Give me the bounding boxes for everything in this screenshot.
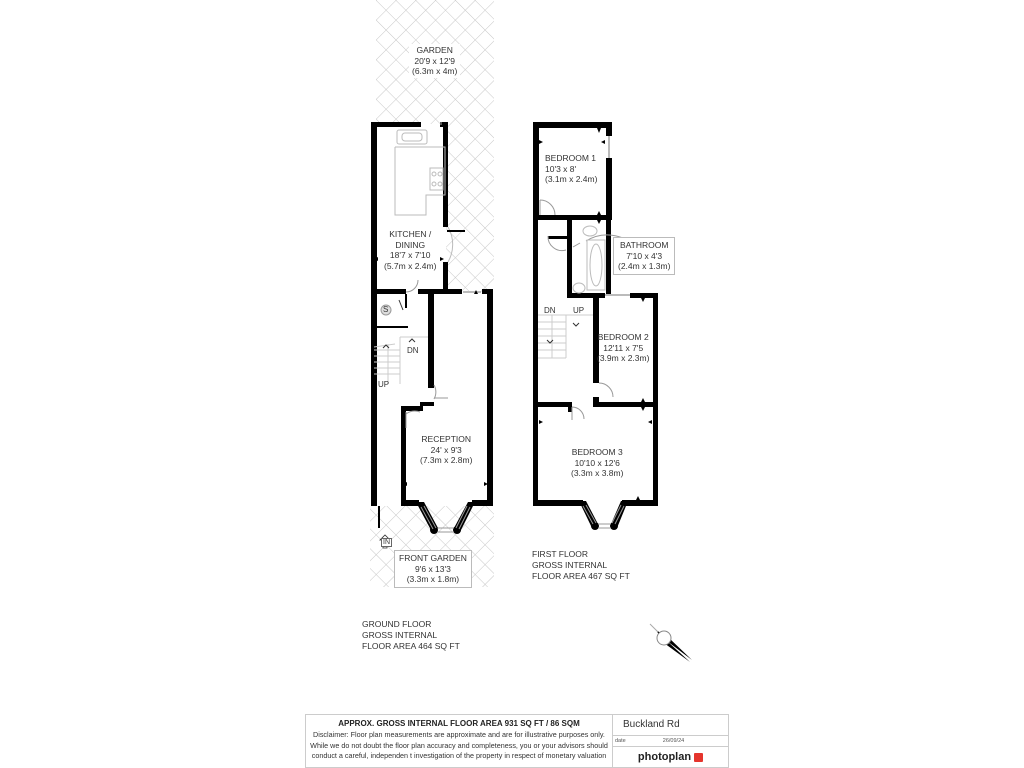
brand-logo bbox=[613, 747, 728, 767]
room-dims-metric: (6.3m x 4m) bbox=[412, 66, 458, 76]
room-label-bedroom-1 bbox=[545, 153, 597, 185]
first-floor-summary bbox=[532, 549, 630, 582]
stairs-down-label-first: DN bbox=[544, 306, 556, 315]
ground-floor-plan bbox=[370, 0, 494, 587]
room-name: BEDROOM 2 bbox=[597, 332, 649, 342]
room-name: RECEPTION bbox=[421, 434, 472, 444]
summary-line: GROUND FLOOR bbox=[362, 619, 432, 629]
date-label: date bbox=[615, 738, 626, 744]
date-value: 26/09/24 bbox=[662, 738, 685, 744]
room-dims-imperial: 18'7 x 7'10 bbox=[389, 250, 431, 260]
stairs-up-label-first: UP bbox=[573, 306, 585, 315]
room-name: BEDROOM 1 bbox=[545, 153, 597, 163]
north-compass-icon bbox=[650, 624, 692, 662]
room-name-line1: KITCHEN / bbox=[389, 229, 432, 239]
footer-info-box bbox=[305, 714, 729, 768]
room-dims-imperial: 20'9 x 12'9 bbox=[414, 55, 455, 66]
room-dims-metric: (2.4m x 1.3m) bbox=[618, 261, 671, 271]
footer-disclaimer-panel bbox=[306, 715, 613, 767]
room-name: BATHROOM bbox=[619, 240, 669, 250]
summary-line: GROSS INTERNAL bbox=[532, 560, 608, 570]
first-floor-stairs bbox=[538, 315, 593, 358]
brand-name: photoplan bbox=[637, 751, 692, 763]
room-dims-imperial: 10'3 x 8' bbox=[545, 163, 577, 174]
room-dims-metric: (3.1m x 2.4m) bbox=[545, 174, 598, 184]
room-dims-metric: (7.3m x 2.8m) bbox=[420, 455, 473, 465]
room-dims-imperial: 9'6 x 13'3 bbox=[415, 563, 451, 574]
room-dims-metric: (3.3m x 3.8m) bbox=[571, 468, 624, 478]
bathroom-fixtures bbox=[573, 226, 605, 293]
room-dims-metric: (3.3m x 1.8m) bbox=[406, 574, 460, 584]
room-dims-metric: (5.7m x 2.4m) bbox=[384, 260, 437, 271]
room-label-bedroom-2 bbox=[597, 332, 649, 364]
summary-line: FIRST FLOOR bbox=[532, 549, 589, 559]
room-dims-imperial: 12'11 x 7'5 bbox=[603, 342, 644, 353]
room-label-kitchen-dining bbox=[384, 229, 436, 271]
stairs-down-label: DN bbox=[407, 346, 419, 355]
store-label: S bbox=[383, 305, 389, 314]
disclaimer-line: While we do not doubt the floor plan accuracy and completeness, you or your advisors should bbox=[310, 740, 608, 750]
room-name: BEDROOM 3 bbox=[571, 447, 623, 457]
room-label-bedroom-3 bbox=[571, 447, 623, 479]
summary-line: GROSS INTERNAL bbox=[362, 630, 438, 640]
room-label-garden bbox=[409, 44, 460, 78]
stairs-up-label: UP bbox=[378, 380, 390, 389]
date-row bbox=[613, 736, 728, 747]
summary-line: FLOOR AREA 464 SQ FT bbox=[362, 641, 460, 651]
room-label-front-garden bbox=[394, 550, 472, 588]
disclaimer-line: Disclaimer: Floor plan measurements are approximate and are for illustrative purposes only. bbox=[313, 730, 605, 739]
footer-meta-panel bbox=[613, 715, 728, 767]
room-label-bathroom bbox=[613, 237, 675, 275]
room-label-reception bbox=[420, 434, 472, 466]
total-floor-area: APPROX. GROSS INTERNAL FLOOR AREA 931 SQ FT / 86 SQM bbox=[338, 719, 580, 728]
room-name: GARDEN bbox=[416, 45, 453, 55]
disclaimer-text bbox=[306, 728, 612, 762]
property-address: Buckland Rd bbox=[613, 715, 728, 736]
room-dims-imperial: 24' x 9'3 bbox=[430, 444, 462, 455]
photoplan-logo-icon bbox=[694, 753, 703, 762]
summary-line: FLOOR AREA 467 SQ FT bbox=[532, 571, 630, 581]
room-dims-imperial: 7'10 x 4'3 bbox=[626, 250, 663, 261]
ground-floor-summary bbox=[362, 619, 460, 652]
room-name-line2: DINING bbox=[395, 239, 426, 250]
room-name: FRONT GARDEN bbox=[399, 553, 467, 563]
room-dims-imperial: 10'10 x 12'6 bbox=[574, 457, 620, 468]
disclaimer-line: conduct a careful, independen t investigation of the property in respect of monetary valuation bbox=[311, 751, 607, 760]
entrance-label: IN bbox=[383, 539, 390, 546]
room-dims-metric: (3.9m x 2.3m) bbox=[597, 353, 650, 363]
